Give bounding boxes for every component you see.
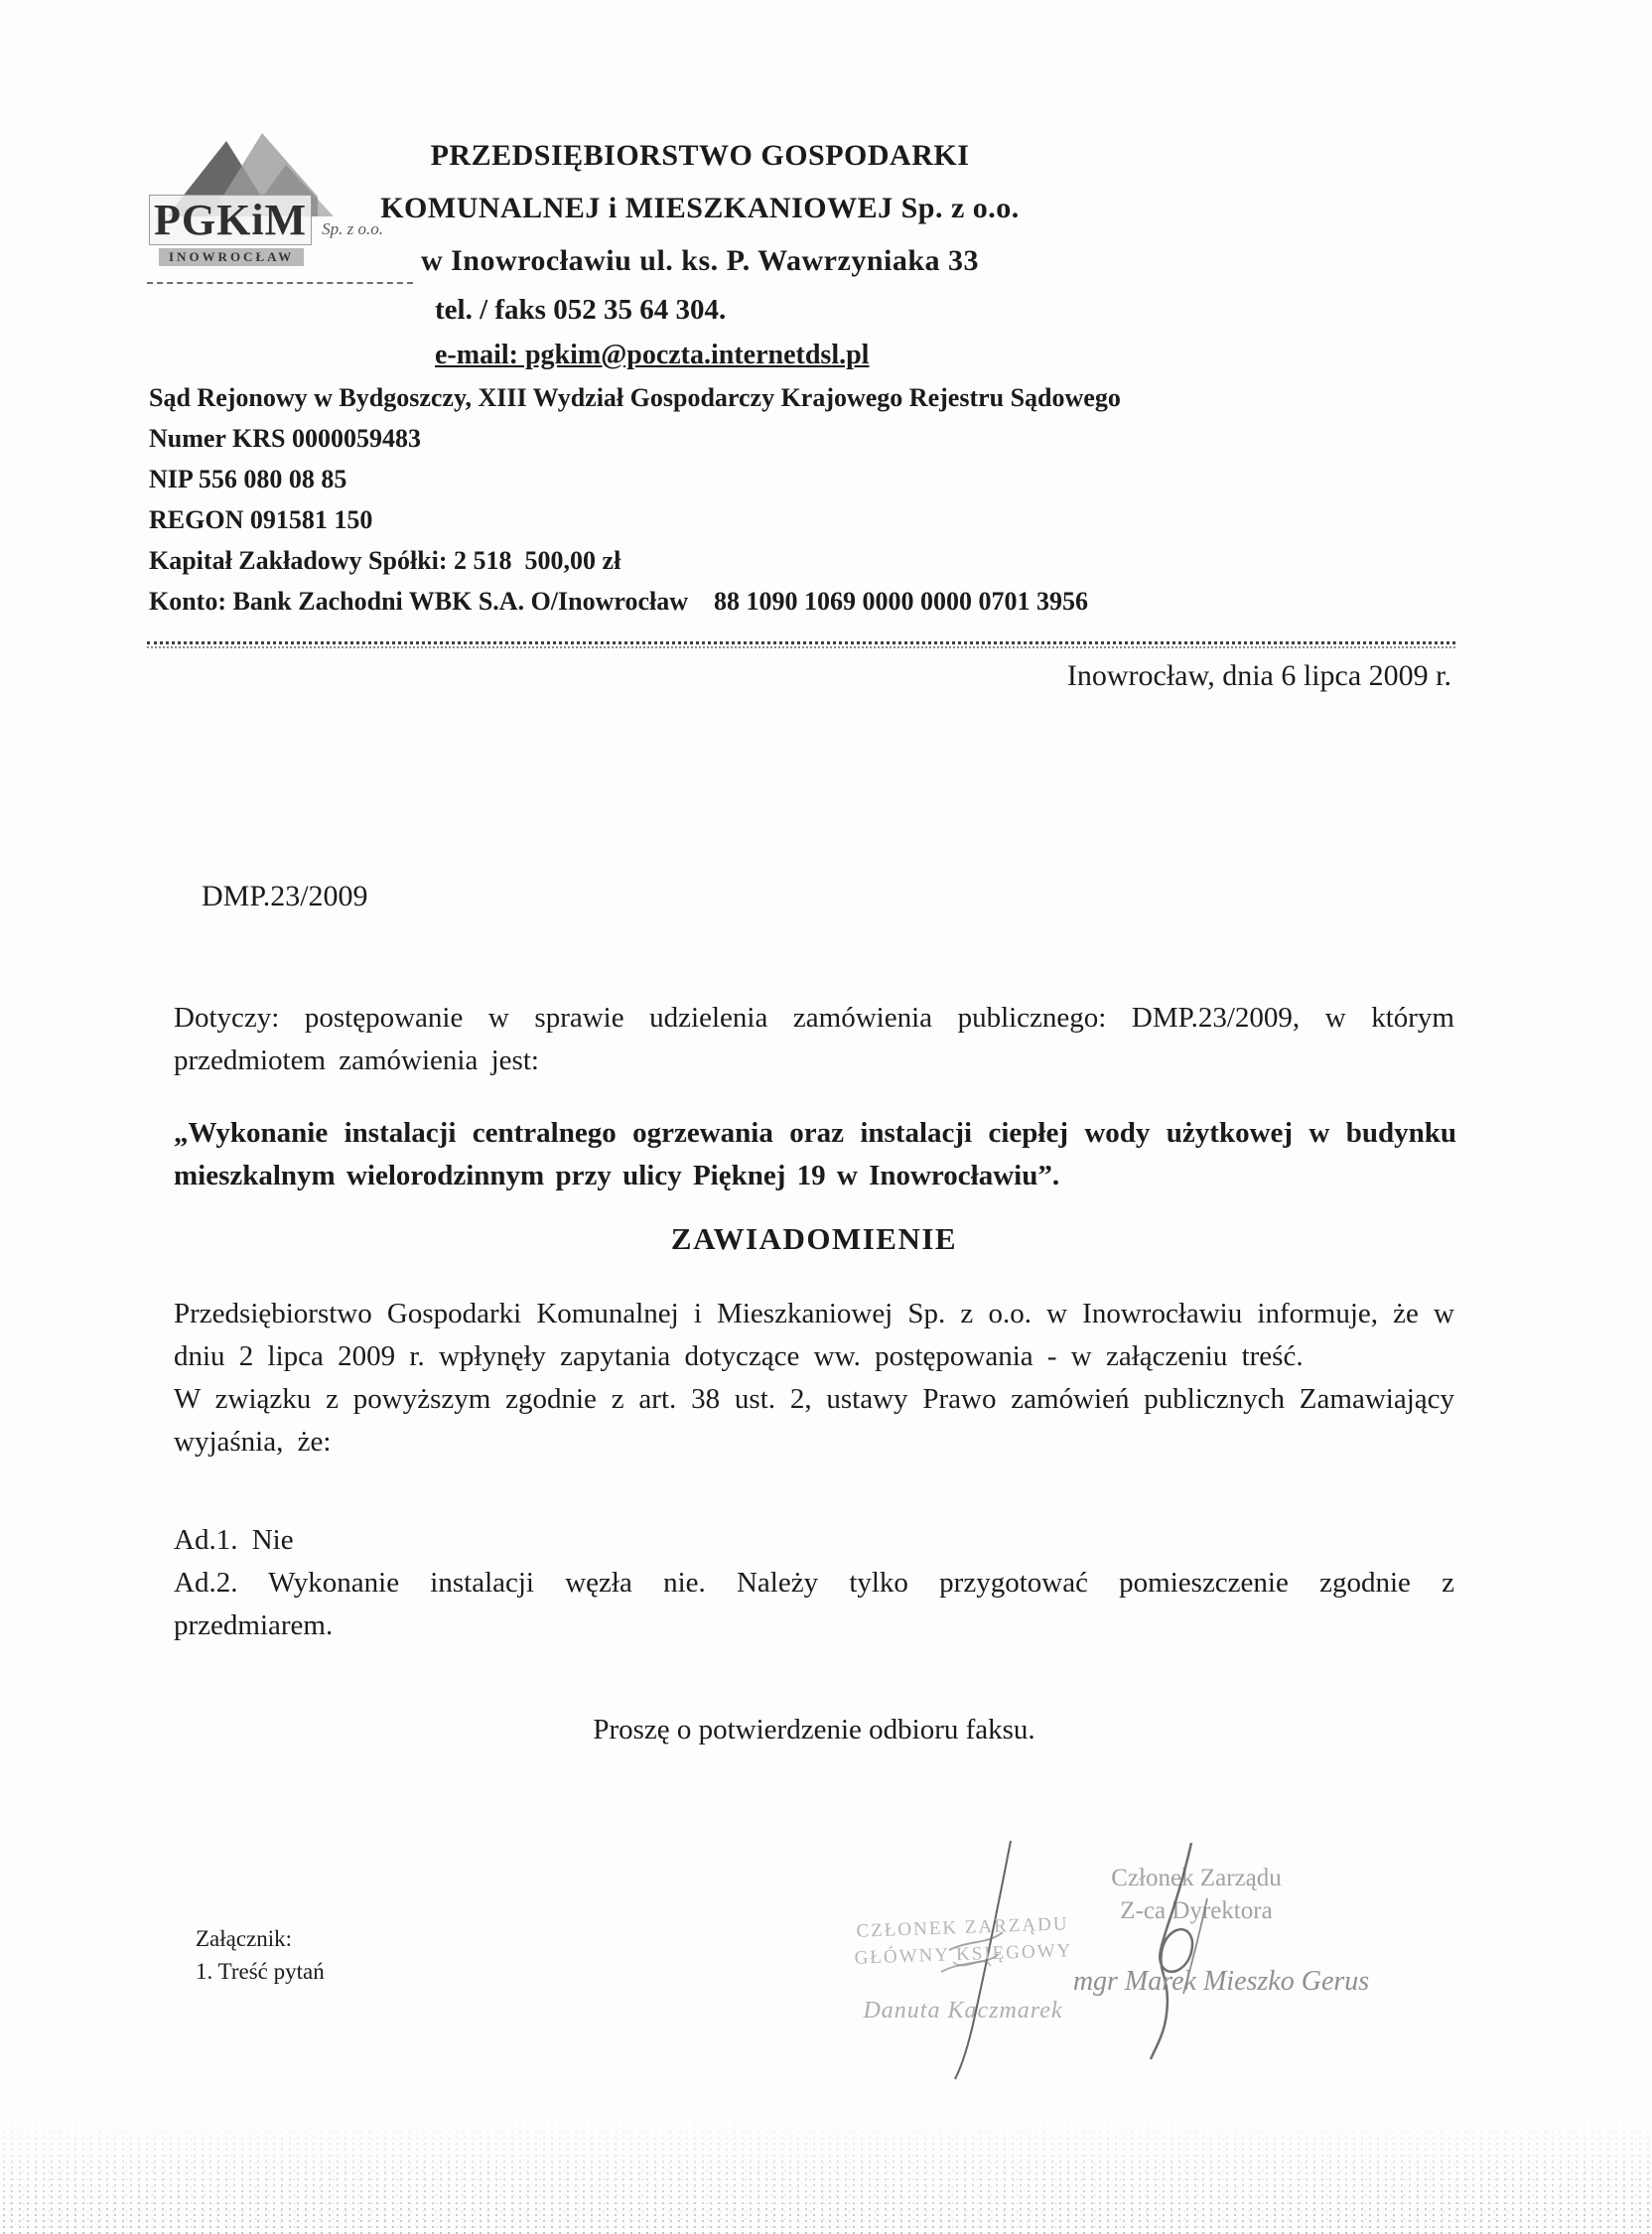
- logo-suffix: Sp. z o.o.: [322, 219, 383, 238]
- company-name-line-1: PRZEDSIĘBIORSTWO GOSPODARKI: [430, 139, 970, 172]
- right-signature-stroke-icon: [1112, 1839, 1251, 2061]
- answers-block: [174, 1519, 1454, 1647]
- registry-nip-line: NIP 556 080 08 85: [149, 465, 347, 493]
- registry-regon-line: REGON 091581 150: [149, 505, 373, 534]
- answer-line-2: Ad.2. Wykonanie instalacji węzła nie. Należy tylko przygotować pomieszczenie zgodnie z przedmiarem.: [174, 1567, 1454, 1641]
- email-line: e-mail: pgkim@poczta.internetdsl.pl: [435, 340, 870, 370]
- dotted-divider-bottom: [147, 646, 1455, 648]
- company-name-line-2: KOMUNALNEJ i MIESZKANIOWEJ Sp. z o.o.: [380, 192, 1020, 224]
- body-text: [174, 1293, 1454, 1464]
- phone-fax-line: tel. / faks 052 35 64 304.: [435, 294, 727, 326]
- attachments-label: Załącznik:: [196, 1926, 293, 1951]
- dateline: Inowrocław, dnia 6 lipca 2009 r.: [1066, 659, 1451, 692]
- bottom-scan-noise: [0, 2117, 1652, 2234]
- reference-number: DMP.23/2009: [202, 880, 368, 912]
- notice-heading: ZAWIADOMIENIE: [670, 1221, 958, 1256]
- closing-line: Proszę o potwierdzenie odbioru faksu.: [593, 1714, 1035, 1745]
- left-stamp-line-2: GŁÓWNY KSIĘGOWY: [854, 1940, 1073, 1969]
- company-header: [377, 129, 1023, 378]
- dotted-divider-top: [147, 641, 1455, 644]
- answer-line-1: Ad.1. Nie: [174, 1524, 294, 1556]
- registry-capital-line: Kapitał Zakładowy Spółki: 2 518 500,00 zł: [149, 546, 621, 575]
- left-signature-name: Danuta Kaczmarek: [863, 1998, 1063, 2024]
- dotted-divider: [147, 641, 1455, 648]
- attachments-block: [196, 1922, 325, 1988]
- body-paragraph-1: Przedsiębiorstwo Gospodarki Komunalnej i Mieszkaniowej Sp. z o.o. w Inowrocławiu informuje, że w dniu 2 lipca 2009 r. wpłynęły zapytania dotyczące ww. postępowania - w załączeniu treść.: [174, 1298, 1454, 1372]
- registry-account-line: Konto: Bank Zachodni WBK S.A. O/Inowrocław 88 1090 1069 0000 0000 0701 3956: [149, 587, 1088, 616]
- registry-court-line: Sąd Rejonowy w Bydgoszczy, XIII Wydział Gospodarczy Krajowego Rejestru Sądowego: [149, 383, 1121, 412]
- logo-underline-divider: [147, 282, 413, 284]
- right-title-line-2: Z-ca Dyrektora: [1120, 1897, 1273, 1924]
- subject-paragraph: „Wykonanie instalacji centralnego ogrzewania oraz instalacji ciepłej wody użytkowej w budynku mieszkalnym wielorodzinnym przy ulicy Pięknej 19 w Inowrocławiu”.: [174, 1117, 1456, 1191]
- logo-city-label: INOWROCŁAW: [159, 248, 304, 266]
- right-signature-name: mgr Marek Mieszko Gerus: [1072, 1966, 1370, 1997]
- attachment-item: 1. Treść pytań: [196, 1959, 325, 1984]
- right-title-line-1: Członek Zarządu: [1111, 1865, 1282, 1891]
- company-address-line: w Inowrocławiu ul. ks. P. Wawrzyniaka 33: [420, 244, 980, 277]
- logo-acronym: PGKiM: [149, 195, 312, 245]
- body-paragraph-2: W związku z powyższym zgodnie z art. 38 ust. 2, ustawy Prawo zamówień publicznych Zamawiający wyjaśnia, że:: [174, 1383, 1454, 1458]
- regarding-paragraph: Dotyczy: postępowanie w sprawie udzielenia zamówienia publicznego: DMP.23/2009, w którym przedmiotem zamówienia jest:: [174, 1002, 1454, 1076]
- registry-info: [149, 377, 1479, 622]
- left-stamp-line-1: CZŁONEK ZARZĄDU: [856, 1913, 1069, 1942]
- registry-krs-line: Numer KRS 0000059483: [149, 424, 421, 453]
- logo-text-row: [149, 195, 383, 245]
- pgkim-logo: [149, 125, 383, 266]
